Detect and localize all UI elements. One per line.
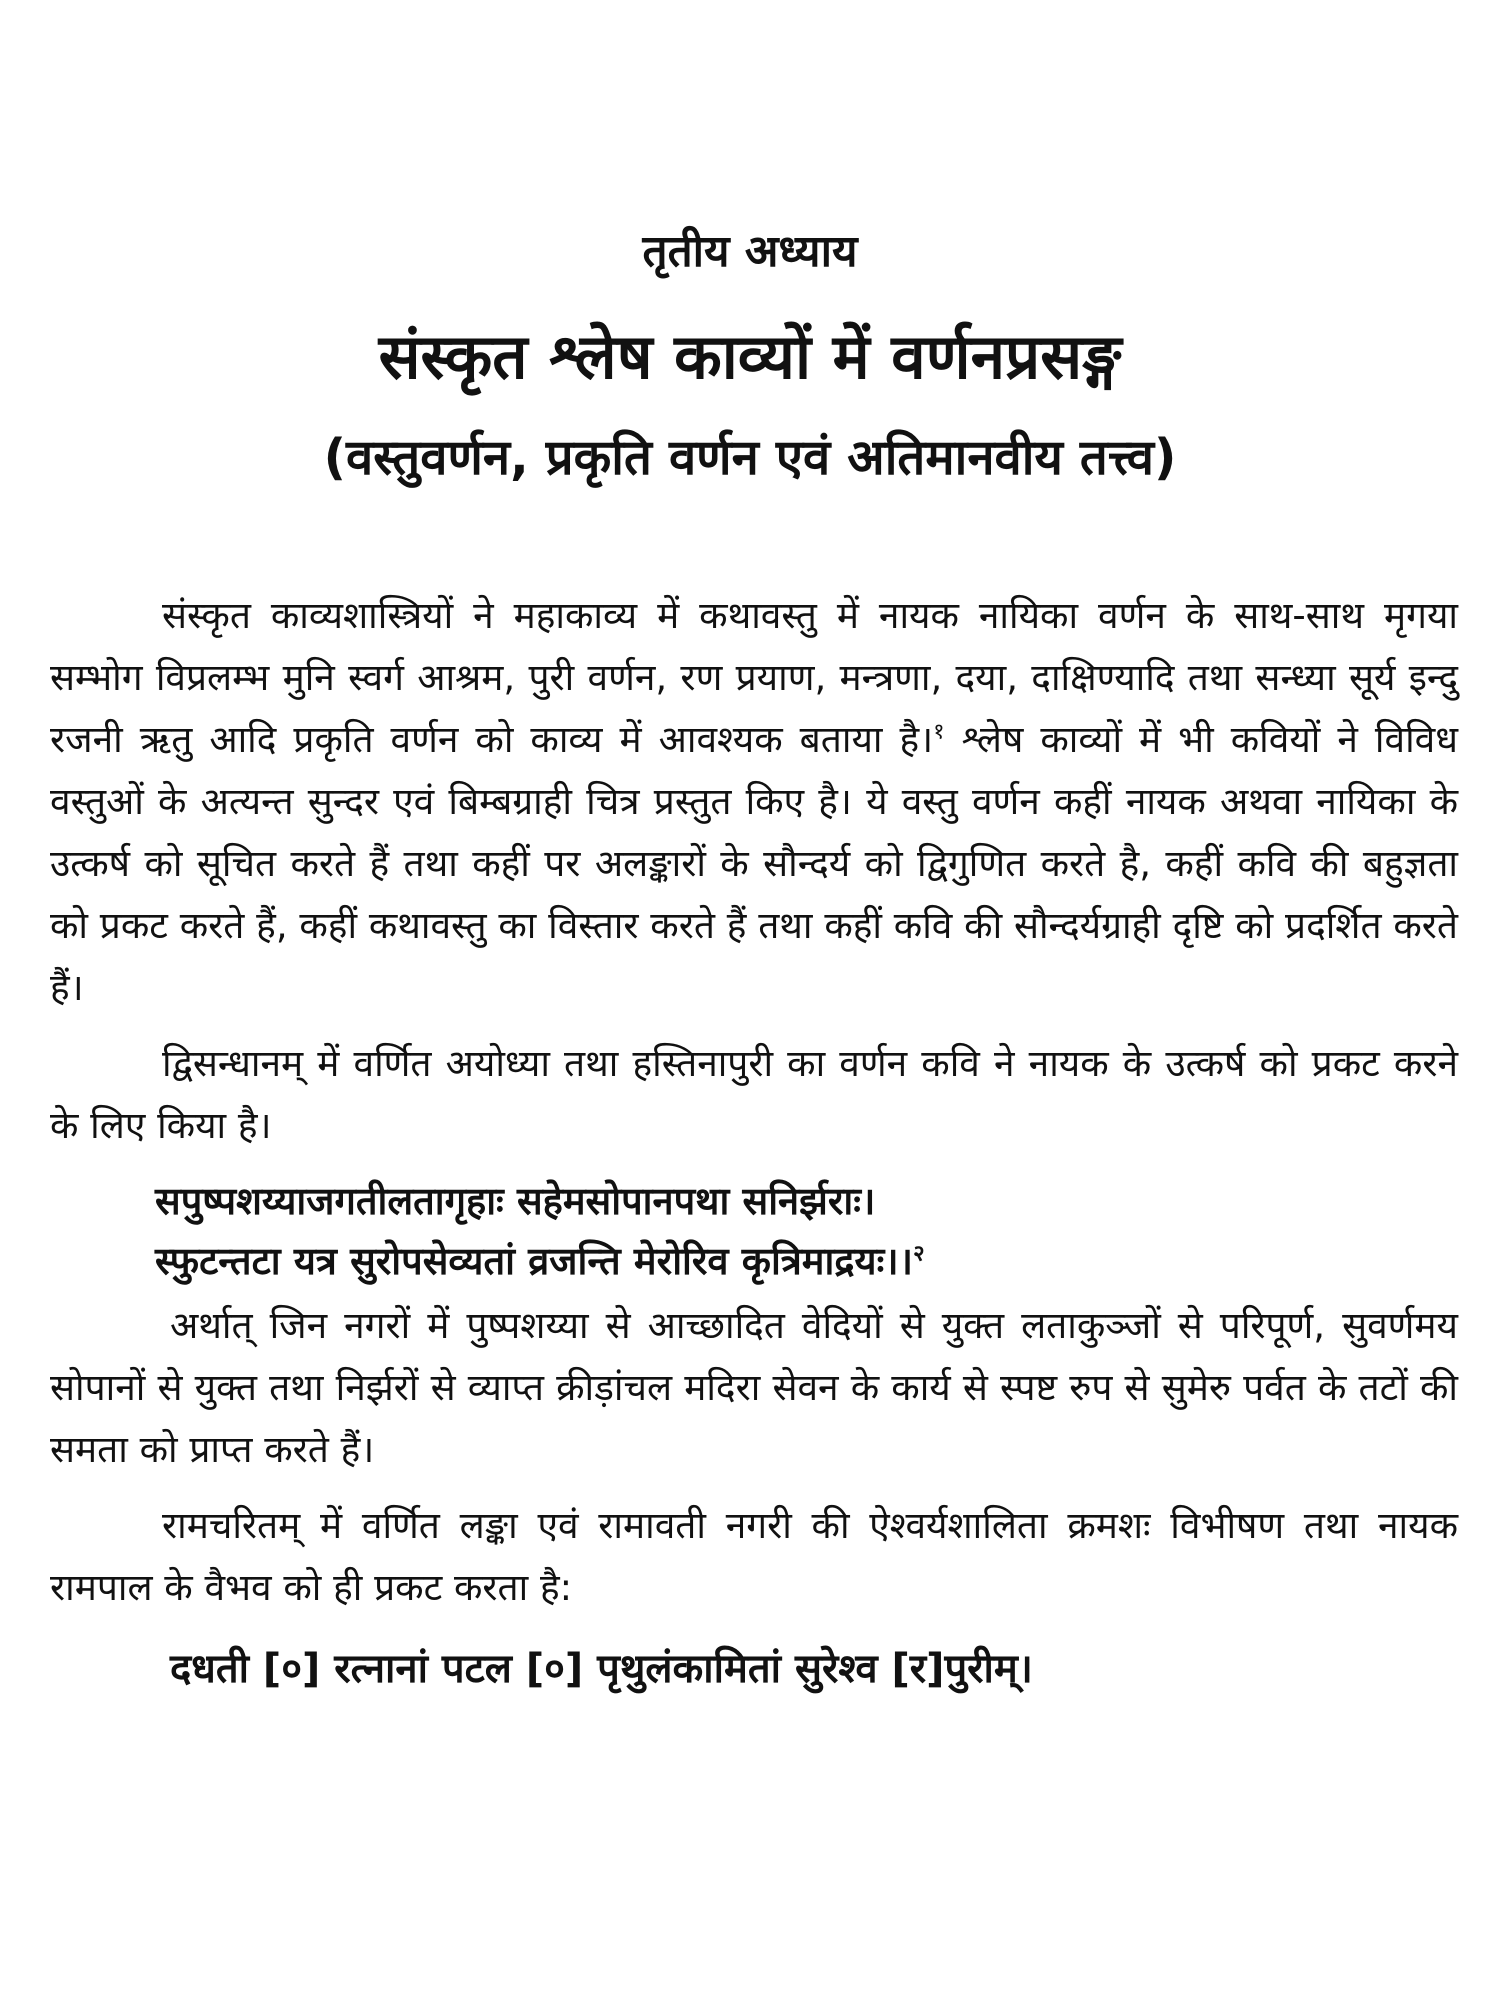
footnote-marker-1: १ xyxy=(933,719,945,745)
verse-1 xyxy=(50,1171,1458,1291)
verse-1-meaning: अर्थात् जिन नगरों में पुष्पशय्या से आच्छादित वेदियों से युक्त लताकुञ्जों से परिपूर्ण, सुवर्णमय सोपानों से युक्त तथा निर्झरों से व्याप्त क्रीड़ांचल मदिरा सेवन के कार्य से स्पष्ट रुप से सुमेरु पर्वत के तटों की समता को प्राप्त करते हैं। xyxy=(50,1304,1458,1471)
body-text xyxy=(50,585,1458,1701)
chapter-subtitle: (वस्तुवर्णन, प्रकृति वर्णन एवं अतिमानवीय तत्त्व) xyxy=(323,429,1177,486)
paragraph-1-text-a: संस्कृत काव्यशास्त्रियों ने महाकाव्य में कथावस्तु में नायक नायिका वर्णन के साथ-साथ मृगया सम्भोग विप्रलम्भ मुनि स्वर्ग आश्रम, पुरी वर्णन, रण प्रयाण, मन्त्रणा, दया, दाक्षिण्यादि तथा सन्ध्या सूर्य इन्दु रजनी ऋतु आदि प्रकृति वर्णन को काव्य में आवश्यक बताया है। xyxy=(50,594,1458,761)
verse-1-line-1: सपुष्पशय्याजगतीलतागृहाः सहेमसोपानपथा सनिर्झराः। xyxy=(155,1179,876,1223)
paragraph-3: रामचरितम् में वर्णित लङ्का एवं रामावती नगरी की ऐश्वर्यशालिता क्रमशः विभीषण तथा नायक रामपाल के वैभव को ही प्रकट करता है: xyxy=(50,1504,1458,1609)
chapter-label: तृतीय अध्याय xyxy=(642,226,858,277)
paragraph-1 xyxy=(50,585,1458,1019)
verse-1-line-2 xyxy=(50,1231,1458,1291)
paragraph-2: द्विसन्धानम् में वर्णित अयोध्या तथा हस्तिनापुरी का वर्णन कवि ने नायक के उत्कर्ष को प्रकट करने के लिए किया है। xyxy=(50,1042,1458,1147)
chapter-title: संस्कृत श्लेष काव्यों में वर्णनप्रसङ्ग xyxy=(378,320,1122,393)
paragraph-1-text-b: श्लेष काव्यों में भी कवियों ने विविध वस्तुओं के अत्यन्त सुन्दर एवं बिम्बग्राही चित्र प्रस्तुत किए है। ये वस्तु वर्णन कहीं नायक अथवा नायिका के उत्कर्ष को सूचित करते हैं तथा कहीं पर अलङ्कारों के सौन्दर्य को द्विगुणित करते है, कहीं कवि की बहुज्ञता को प्रकट करते हैं, कहीं कथावस्तु का विस्तार करते हैं तथा कहीं कवि की सौन्दर्यग्राही दृष्टि को प्रदर्शित करते हैं। xyxy=(50,718,1458,1009)
verse-2: दधती [०] रत्नानां पटल [०] पृथुलंकामितां सुरेश्व [र]पुरीम्। xyxy=(170,1646,1033,1692)
footnote-marker-2: २ xyxy=(913,1241,925,1267)
verse-1-line-2-text: स्फुटन्तटा यत्र सुरोपसेव्यतां व्रजन्ति मेरोरिव कृत्रिमाद्रयः।। xyxy=(155,1239,914,1283)
